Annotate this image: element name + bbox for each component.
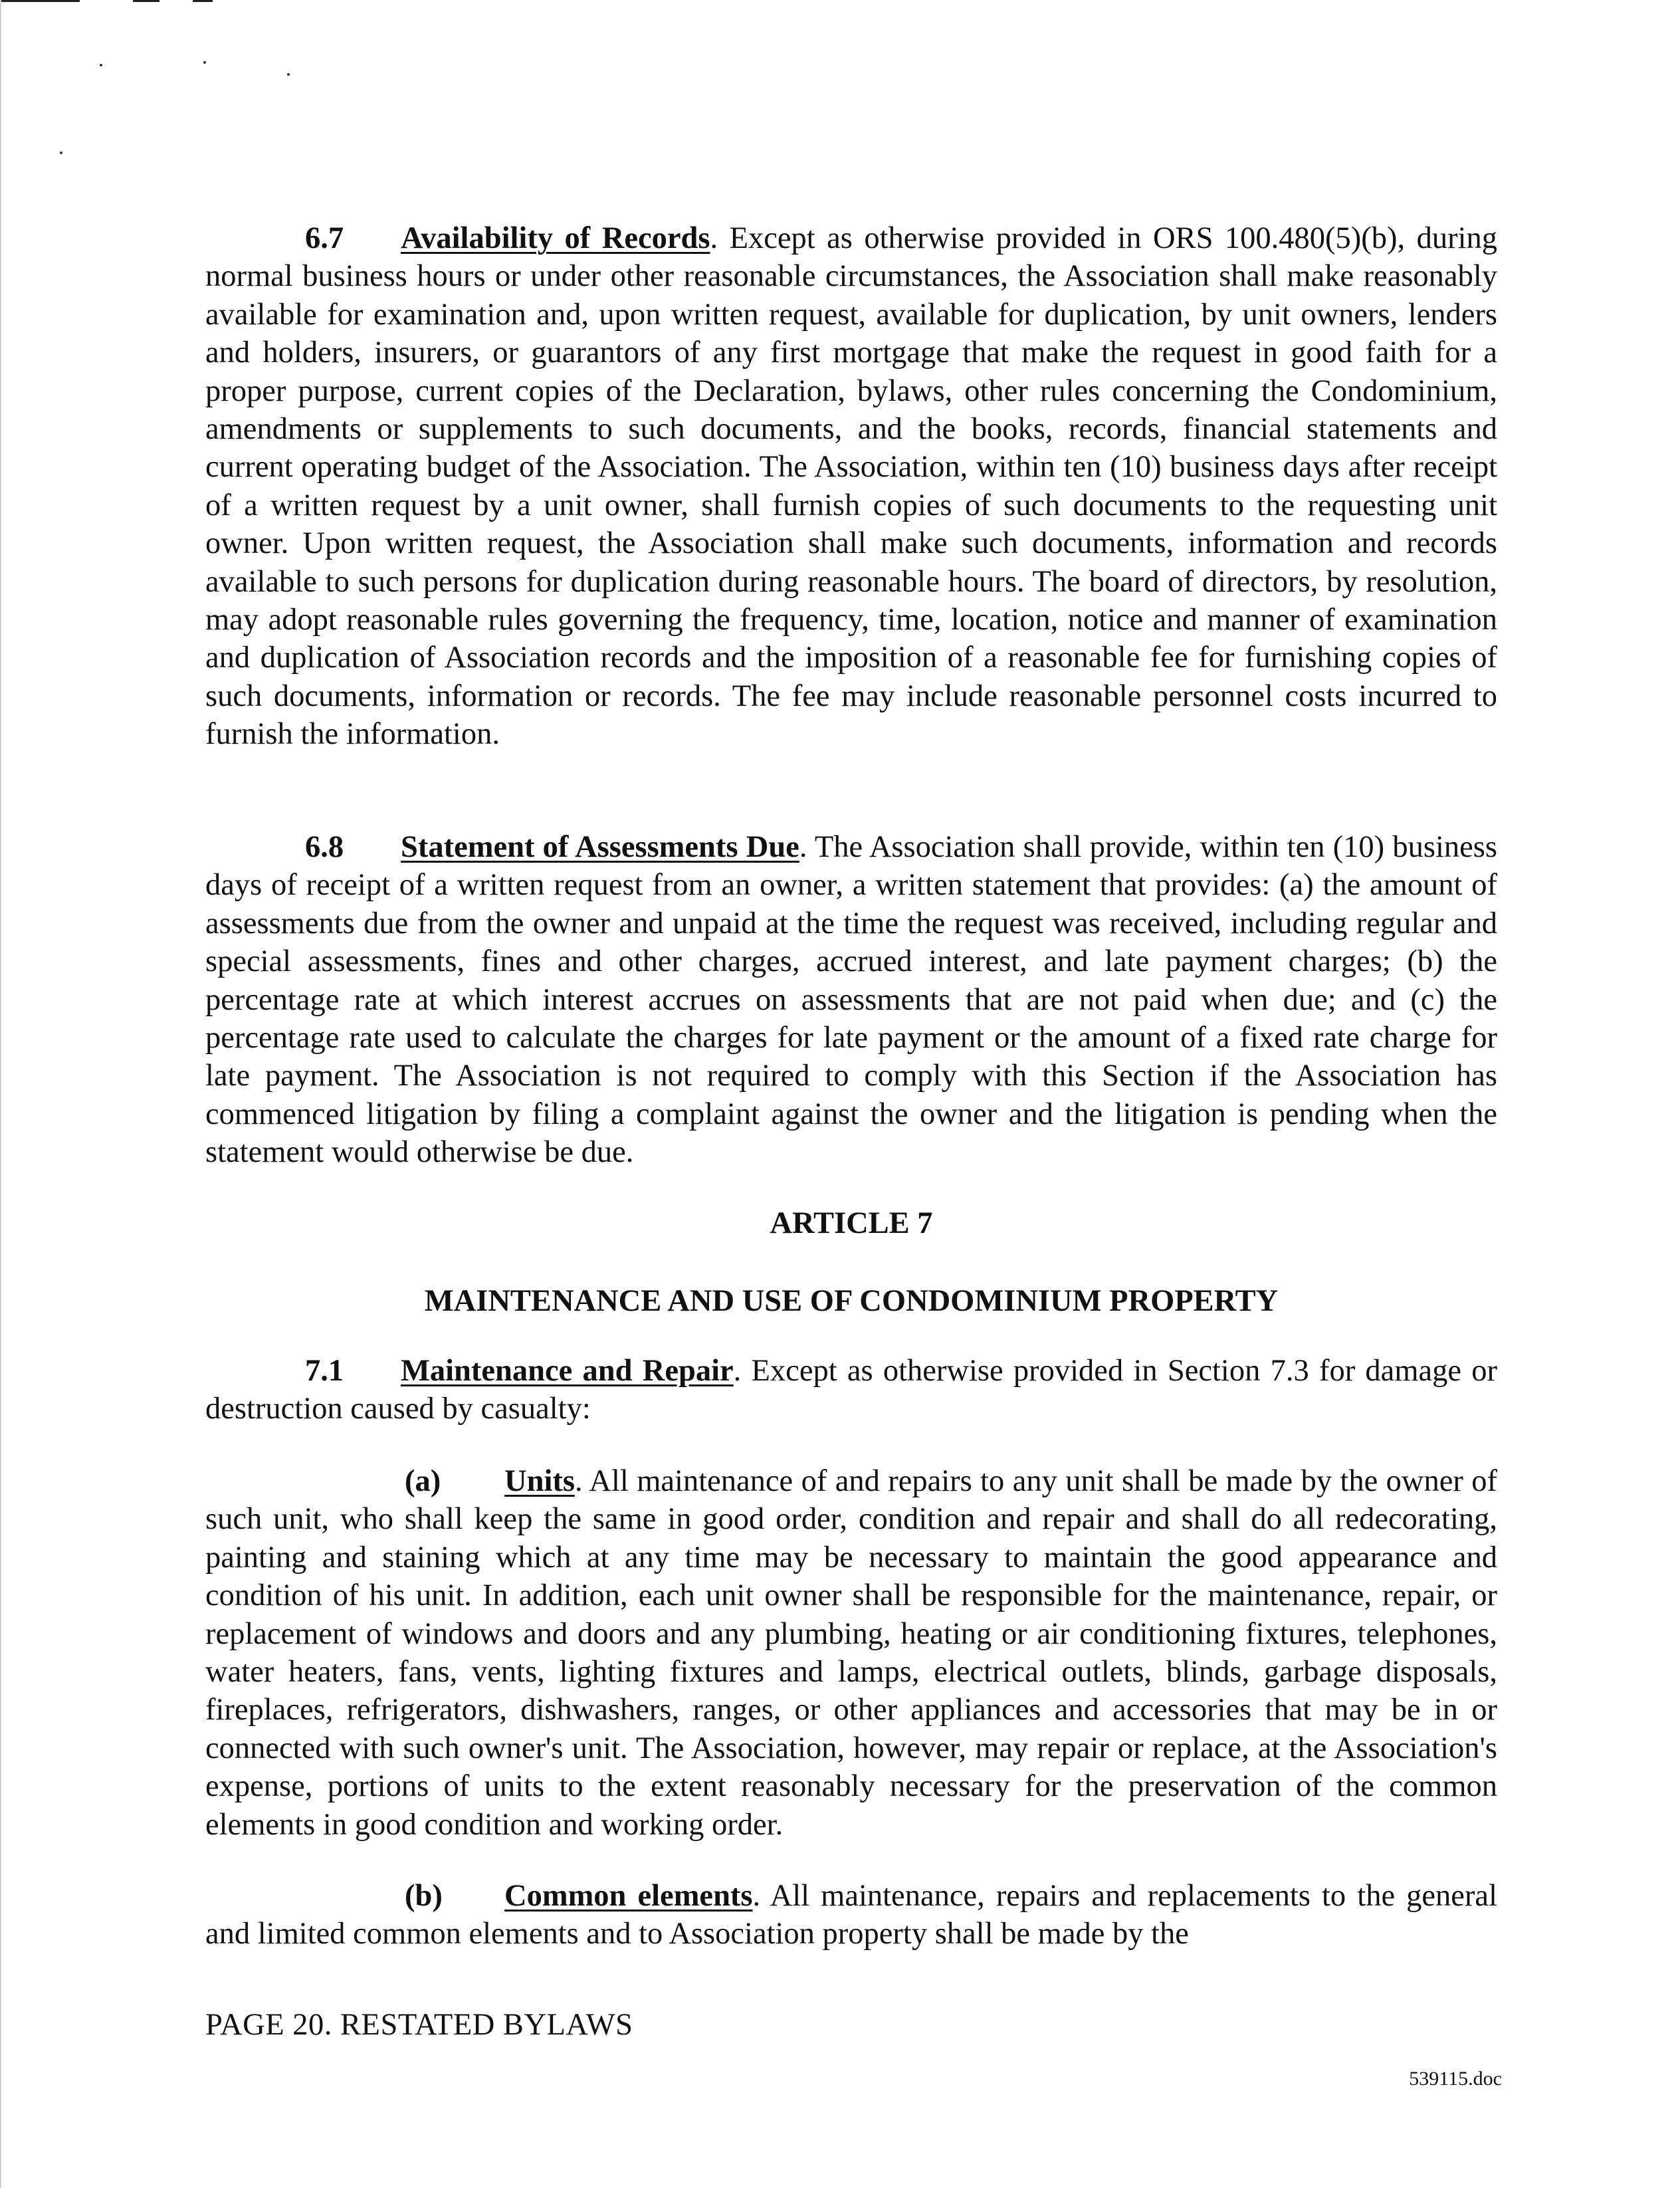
scan-artifact-line (0, 0, 80, 2)
section-7-1 (205, 1352, 1497, 1428)
section-number: 6.7 (305, 221, 344, 255)
scan-artifact-line (193, 0, 213, 2)
subsection-b (205, 1877, 1497, 1953)
scan-artifact-edge (0, 0, 1, 2188)
footer-page-label: PAGE 20. RESTATED BYLAWS (205, 2008, 633, 2042)
article-title: MAINTENANCE AND USE OF CONDOMINIUM PROPERTY (424, 1284, 1279, 1318)
section-title: Maintenance and Repair (401, 1354, 734, 1388)
subsection-a (205, 1462, 1497, 1844)
section-6-8 (205, 828, 1497, 1172)
section-6-7 (205, 219, 1497, 754)
section-number: 6.8 (305, 830, 344, 864)
section-number: 7.1 (305, 1354, 344, 1388)
subsection-number: (b) (405, 1879, 443, 1913)
section-text: . The Association shall provide, within ten (10) business days of receipt of a written request from an owner, a written statement that provides: (a) the amount of assessments due from the owner and unpaid at the time the request was received, including regular and special assessments, fines and other charges, accrued interest, and late payment charges; (b) the percentage rate at which interest accrues on assessments that are not paid when due; and (c) the percentage rate used to calculate the charges for late payment or the amount of a fixed rate charge for late payment. The Association is not required to comply with this Section if the Association has commenced litigation by filing a complaint against the owner and the litigation is pending when the statement would otherwise be due. (205, 830, 1497, 1170)
scan-artifact-dot (60, 152, 62, 154)
subsection-text: . All maintenance of and repairs to any unit shall be made by the owner of such unit, who shall keep the same in good order, condition and repair and shall do all redecorating, painting and staining which at any time may be necessary to maintain the good appearance and condition of his unit. In addition, each unit owner shall be responsible for the maintenance, repair, or replacement of windows and doors and any plumbing, heating or air conditioning fixtures, telephones, water heaters, fans, vents, lighting fixtures and lamps, electrical outlets, blinds, garbage disposals, fireplaces, refrigerators, dishwashers, ranges, or other appliances and accessories that may be in or connected with such owner's unit. The Association, however, may repair or replace, at the Association's expense, portions of units to the extent reasonably necessary for the preservation of the common elements in good condition and working order. (205, 1464, 1497, 1842)
section-title: Availability of Records (401, 221, 710, 255)
scan-artifact-dot (287, 73, 290, 76)
section-text: . Except as otherwise provided in Section 7.3 for damage or destruction caused by casualty: (205, 1354, 1497, 1426)
subsection-text: . All maintenance, repairs and replacements to the general and limited common elements and to Association property shall be made by the (205, 1879, 1497, 1951)
article-label: ARTICLE 7 (770, 1206, 933, 1240)
scan-artifact-dot (100, 64, 102, 66)
scan-artifact-line (133, 0, 159, 2)
footer-doc-id: 539115.doc (1409, 2068, 1502, 2090)
section-title: Statement of Assessments Due (401, 830, 799, 864)
subsection-title: Units (504, 1464, 575, 1498)
subsection-title: Common elements (504, 1879, 753, 1913)
subsection-number: (a) (405, 1464, 441, 1498)
section-text: . Except as otherwise provided in ORS 100.480(5)(b), during normal business hours or under other reasonable circumstances, the Association shall make reasonably available for examination and, upon written request, available for duplication, by unit owners, lenders and holders, insurers, or guarantors of any first mortgage that make the request in good faith for a proper purpose, current copies of the Declaration, bylaws, other rules concerning the Condominium, amendments or supplements to such documents, and the books, records, financial statements and current operating budget of the Association. The Association, within ten (10) business days after receipt of a written request by a unit owner, shall furnish copies of such documents to the requesting unit owner. Upon written request, the Association shall make such documents, information and records available to such persons for duplication during reasonable hours. The board of directors, by resolution, may adopt reasonable rules governing the frequency, time, location, notice and manner of examination and duplication of Association records and the imposition of a reasonable fee for furnishing copies of such documents, information or records. The fee may include reasonable personnel costs incurred to furnish the information. (205, 221, 1497, 752)
scan-artifact-dot (203, 61, 206, 64)
